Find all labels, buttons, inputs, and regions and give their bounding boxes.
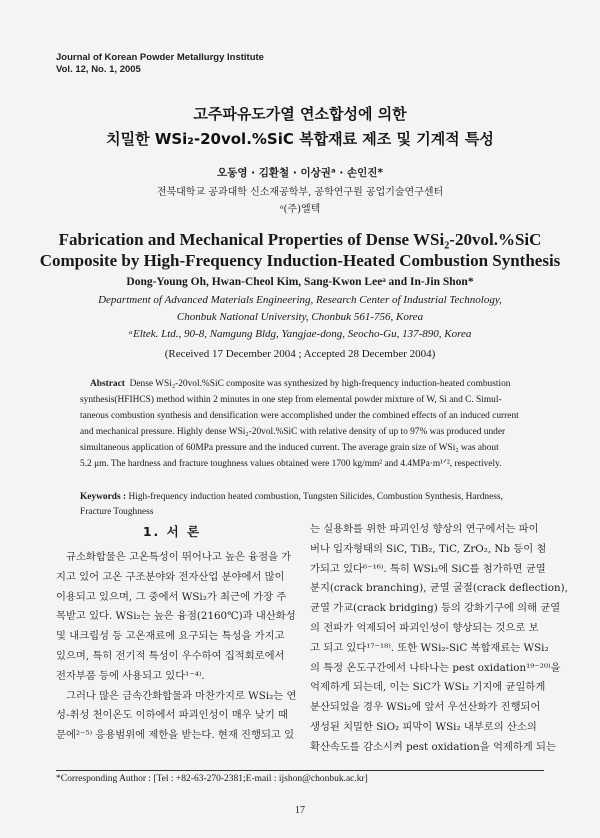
left-column (56, 548, 297, 746)
body-line: 균열 가교(crack bridging) 등의 강화기구에 의해 균열 (310, 602, 561, 615)
keywords (80, 490, 520, 520)
english-title-line2: Composite by High-Frequency Induction-Heated Combustion Synthesis (39, 251, 561, 270)
abstract-line: synthesis(HFIHCS) method within 2 minutes in one step from elemental powder mixture of W, Si and C. Simul- (80, 395, 502, 405)
keywords-line1: High-frequency induction heated combustion, Tungsten Silicides, Combustion Synthesis, Hardness, (126, 492, 503, 502)
footnote-divider (56, 770, 544, 771)
body-line: 확산속도를 감소시켜 pest oxidation을 억제하게 되는 (310, 740, 556, 753)
section-heading-introduction: 1. 서 론 (142, 524, 202, 539)
body-line: 버나 입자형태의 SiC, TiB₂, TiC, ZrO₂, Nb 등이 첨 (310, 542, 547, 555)
body-line: 있으며, 특히 전기적 특성이 우수하여 집적회로에서 (56, 649, 285, 662)
body-line: 이용되고 있으며, 그 중에서 WSi₂가 최근에 가장 주 (56, 590, 287, 603)
keywords-line2: Fracture Toughness (80, 507, 154, 517)
body-line: 성-취성 천이온도 이하에서 파괴인성이 매우 낮기 때 (56, 709, 288, 722)
journal-header (56, 52, 264, 76)
english-title-line1: Fabrication and Mechanical Properties of Dense WSi₂-20vol.%SiC (58, 230, 542, 249)
abstract-label: Abstract (90, 379, 125, 389)
body-line: 억제하게 되는데, 이는 SiC가 WSi₂ 기지에 균일하게 (310, 681, 546, 694)
korean-title-line1: 고주파유도가열 연소합성에 의한 (193, 105, 407, 123)
abstract-line: taneous combustion synthesis and densification were accomplished under the combined effects of an induced current (80, 411, 519, 421)
english-affiliation-line3: ᵃEltek. Ltd., 90-8, Namgung Bldg, Yangjae-dong, Seocho-Gu, 137-890, Korea (128, 328, 472, 340)
abstract-line: simultaneous application of 60MPa pressure and the induced current. The average grain size of WSi₂ was about (80, 443, 499, 453)
body-line: 의 전파가 억제되어 파괴인성이 향상되는 것으로 보 (310, 621, 539, 634)
body-line: 전자부품 등에 사용되고 있다¹⁻⁴⁾. (56, 669, 205, 682)
korean-title-line2: 치밀한 WSi₂-20vol.%SiC 복합재료 제조 및 기계적 특성 (106, 130, 494, 148)
body-line: 의 특정 온도구간에서 나타나는 pest oxidation¹⁹⁻²⁰⁾을 (310, 661, 561, 674)
korean-affiliation-line2: ᵃ(주)엘텍 (279, 204, 321, 215)
korean-authors: 오동영 · 김환철 · 이상권ᵃ · 손인진* (217, 167, 383, 179)
body-line: 목받고 있다. WSi₂는 높은 융점(2160℃)과 내산화성 (56, 610, 296, 623)
abstract (80, 376, 520, 472)
page-number: 17 (295, 805, 305, 816)
body-line: 문에²⁻⁵⁾ 응용범위에 제한을 받는다. 현재 진행되고 있 (56, 729, 295, 742)
keywords-label: Keywords : (80, 492, 127, 502)
corresponding-author-footnote: *Corresponding Author : [Tel : +82-63-270-2381;E-mail : ijshon@chonbuk.ac.kr] (56, 774, 368, 784)
body-line: 는 실용화를 위한 파괴인성 향상의 연구에서는 파이 (310, 523, 539, 535)
journal-name: Journal of Korean Powder Metallurgy Institute (56, 52, 264, 63)
abstract-line: Dense WSi₂-20vol.%SiC composite was synthesized by high-frequency induction-heated combustion (129, 379, 511, 389)
abstract-line: 5.2 μm. The hardness and fracture toughness values obtained were 1700 kg/mm² and 4.4MPa·m¹ᐟ², respectively. (80, 459, 502, 469)
body-line: 고 되고 있다¹⁷⁻¹⁸⁾. 또한 WSi₂-SiC 복합재료는 WSi₂ (310, 641, 549, 654)
right-column (310, 520, 568, 758)
body-line: 및 내크립성 등 고온재료에 요구되는 특성을 가지고 (56, 630, 285, 643)
journal-volume: Vol. 12, No. 1, 2005 (56, 64, 141, 75)
body-line: 규소화합물은 고온특성이 뛰어나고 높은 융점을 가 (66, 551, 292, 563)
english-authors: Dong-Young Oh, Hwan-Cheol Kim, Sang-Kwon Leeᵃ and In-Jin Shon* (126, 276, 474, 288)
body-line: 분산되었을 경우 WSi₂에 앞서 우선산화가 진행되어 (310, 701, 541, 714)
body-line: 생성된 치밀한 SiO₂ 피막이 WSi₂ 내부로의 산소의 (310, 720, 537, 733)
body-line: 가되고 있다⁶⁻¹⁶⁾. 특히 WSi₂에 SiC를 첨가하면 균열 (310, 562, 546, 575)
received-dates: (Received 17 December 2004 ; Accepted 28 December 2004) (164, 348, 436, 360)
english-affiliation-line1: Department of Advanced Materials Engineering, Research Center of Industrial Technology, (98, 294, 502, 306)
korean-affiliation-line1: 전북대학교 공과대학 신소재공학부, 공학연구원 공업기술연구센터 (156, 187, 444, 198)
abstract-line: and mechanical pressure. Highly dense WSi₂-20vol.%SiC with relative density of up to 97% was produced under (80, 427, 506, 437)
english-affiliation-line2: Chonbuk National University, Chonbuk 561-756, Korea (176, 311, 424, 323)
body-line: 지고 있어 고온 구조분야와 전자산업 분야에서 많이 (56, 570, 285, 583)
body-line: 분지(crack branching), 균열 굴절(crack deflection), (310, 582, 568, 595)
body-line: 그러나 많은 금속간화합물과 마찬가지로 WSi₂는 연 (66, 689, 297, 702)
